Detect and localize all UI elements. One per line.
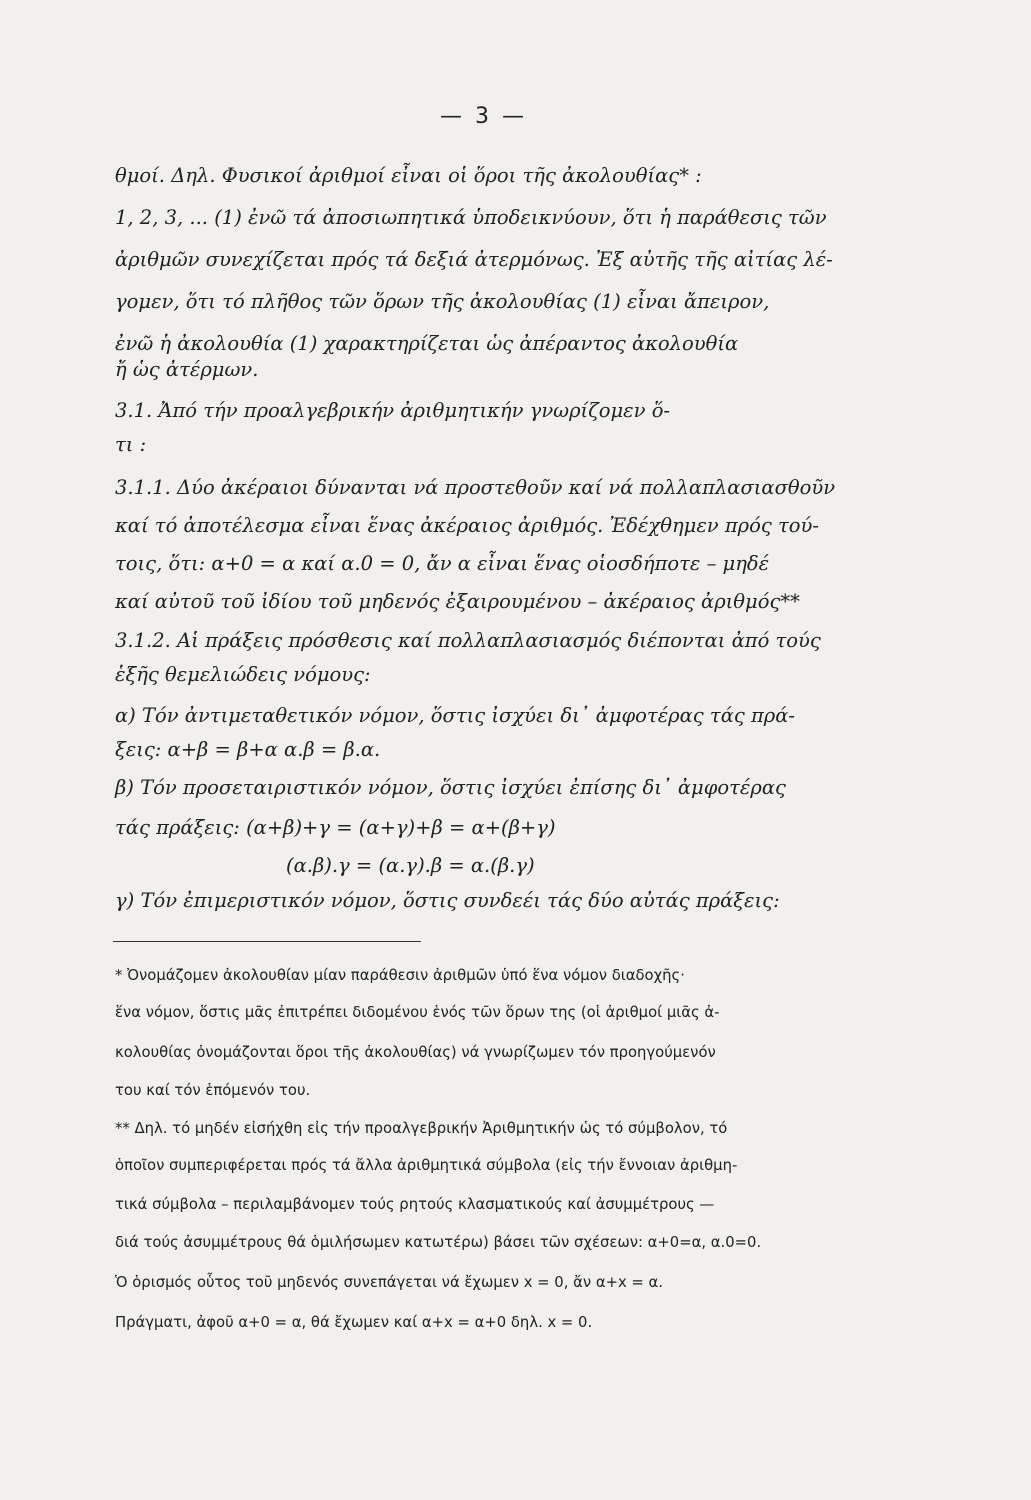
- body-line: 1, 2, 3, ... (1) ἐνῶ τά ἀποσιωπητικά ὑποδεικνύουν, ὅτι ἡ παράθεσις τῶν: [115, 206, 827, 229]
- footnote-line: Πράγματι, ἀφοῦ α+0 = α, θά ἔχωμεν καί α+x = α+0 δηλ. x = 0.: [115, 1314, 593, 1331]
- body-line: ἤ ὡς ἀτέρμων.: [115, 358, 259, 381]
- body-line: τοις, ὅτι: α+0 = α καί α.0 = 0, ἄν α εἶναι ἕνας οἱοσδήποτε – μηδέ: [115, 552, 770, 575]
- law-commutative: α) Τόν ἀντιμεταθετικόν νόμον, ὅστις ἰσχύει δι᾽ ἀμφοτέρας τάς πρά-: [115, 704, 796, 727]
- formula-commutative: ξεις: α+β = β+α α.β = β.α.: [115, 738, 381, 761]
- body-line: τι :: [115, 433, 147, 456]
- body-line: ἀριθμῶν συνεχίζεται πρός τά δεξιά ἀτερμόνως. Ἐξ αὐτῆς τῆς αἰτίας λέ-: [115, 248, 833, 271]
- body-line: ἐνῶ ἡ ἀκολουθία (1) χαρακτηρίζεται ὡς ἀπέραντος ἀκολουθία: [115, 332, 739, 355]
- footnote-line: Ὁ ὁρισμός οὗτος τοῦ μηδενός συνεπάγεται νά ἔχωμεν x = 0, ἄν α+x = α.: [115, 1274, 663, 1291]
- footnote-separator: [113, 941, 421, 942]
- footnote-line: ** Δηλ. τό μηδέν εἰσήχθη εἰς τήν προαλγεβρικήν Ἀριθμητικήν ὡς τό σύμβολον, τό: [115, 1120, 728, 1137]
- body-line: θμοί. Δηλ. Φυσικοί ἀριθμοί εἶναι οἱ ὅροι τῆς ἀκολουθίας* :: [115, 164, 702, 187]
- body-line: καί τό ἀποτέλεσμα εἶναι ἕνας ἀκέραιος ἀριθμός. Ἐδέχθημεν πρός τού-: [115, 514, 819, 537]
- body-line: γομεν, ὅτι τό πλῆθος τῶν ὅρων τῆς ἀκολουθίας (1) εἶναι ἄπειρον,: [115, 290, 770, 313]
- footnote-line: ἕνα νόμον, ὅστις μᾶς ἐπιτρέπει διδομένου ἑνός τῶν ὅρων της (οἱ ἀριθμοί μιᾶς ἀ-: [115, 1004, 720, 1021]
- footnote-line: κολουθίας ὀνομάζονται ὅροι τῆς ἀκολουθίας) νά γνωρίζωμεν τόν προηγούμενόν: [115, 1044, 716, 1061]
- footnote-line: διά τούς ἀσυμμέτρους θά ὁμιλήσωμεν κατωτέρω) βάσει τῶν σχέσεων: α+0=α, α.0=0.: [115, 1234, 762, 1251]
- law-distributive: γ) Τόν ἐπιμεριστικόν νόμον, ὅστις συνδεέι τάς δύο αὐτάς πράξεις:: [115, 889, 780, 912]
- footnote-line: τικά σύμβολα – περιλαμβάνομεν τούς ρητούς κλασματικούς καί ἀσυμμέτρους —: [115, 1196, 715, 1213]
- formula-associative-product: (α.β).γ = (α.γ).β = α.(β.γ): [286, 854, 535, 877]
- section-heading-3-1-1: 3.1.1. Δύο ἀκέραιοι δύνανται νά προστεθοῦν καί νά πολλαπλασιασθοῦν: [115, 476, 836, 499]
- law-associative: β) Τόν προσεταιριστικόν νόμον, ὅστις ἰσχύει ἐπίσης δι᾽ ἀμφοτέρας: [115, 776, 786, 799]
- section-heading-3-1: 3.1. Ἀπό τήν προαλγεβρικήν ἀριθμητικήν γνωρίζομεν ὅ-: [115, 399, 671, 422]
- page-number: — 3 —: [440, 104, 527, 129]
- section-heading-3-1-2: 3.1.2. Αἱ πράξεις πρόσθεσις καί πολλαπλασιασμός διέπονται ἀπό τούς: [115, 629, 821, 652]
- body-line: καί αὐτοῦ τοῦ ἰδίου τοῦ μηδενός ἐξαιρουμένου – ἀκέραιος ἀριθμός**: [115, 590, 800, 613]
- footnote-line: ὁποῖον συμπεριφέρεται πρός τά ἄλλα ἀριθμητικά σύμβολα (εἰς τήν ἔννοιαν ἀριθμη-: [115, 1157, 738, 1174]
- footnote-line: * Ὀνομάζομεν ἀκολουθίαν μίαν παράθεσιν ἀριθμῶν ὑπό ἕνα νόμον διαδοχῆς·: [115, 967, 685, 984]
- body-line: ἑξῆς θεμελιώδεις νόμους:: [115, 663, 371, 686]
- formula-associative-sum: τάς πράξεις: (α+β)+γ = (α+γ)+β = α+(β+γ): [115, 816, 556, 839]
- footnote-line: του καί τόν ἑπόμενόν του.: [115, 1082, 311, 1099]
